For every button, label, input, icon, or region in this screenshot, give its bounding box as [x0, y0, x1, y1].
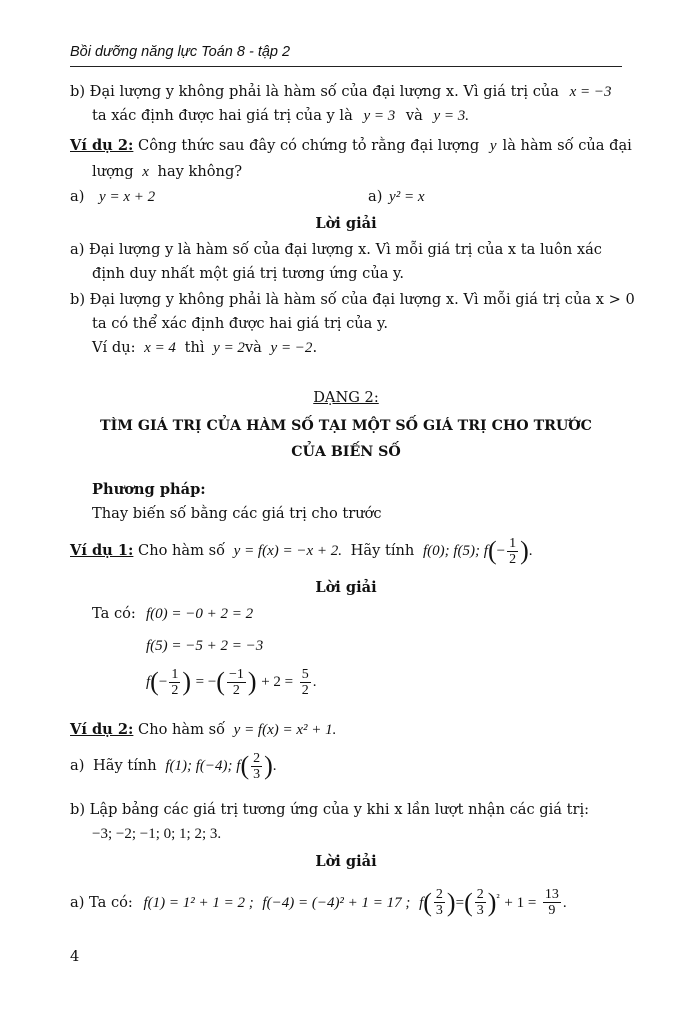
- solution-heading: Lời giải: [315, 853, 377, 870]
- method-label: Phương pháp:: [92, 481, 206, 498]
- fraction: [300, 667, 311, 698]
- text: hay không?: [157, 163, 243, 180]
- example-label: Ví dụ 1:: [70, 542, 134, 559]
- text: lượng: [92, 163, 134, 180]
- example-2-question-cont: [92, 162, 242, 182]
- var-x: x: [142, 164, 149, 180]
- text: Hãy tính: [93, 757, 157, 774]
- header-rule: [70, 66, 622, 67]
- example-text: Công thức sau đây có chứng tỏ rằng đại lượng: [133, 137, 480, 154]
- example-label: Ví dụ 2:: [70, 137, 134, 154]
- math: y = f(x) = x² + 1.: [233, 722, 337, 738]
- sol-b-line2: ta có thể xác định được hai giá trị của y.: [92, 315, 388, 332]
- running-header: Bồi dưỡng năng lực Toán 8 - tập 2: [70, 44, 291, 60]
- solution-heading: Lời giải: [315, 215, 377, 232]
- text: thì: [184, 339, 205, 356]
- fraction: [169, 667, 180, 698]
- option-expr: y² = x: [389, 189, 425, 205]
- math: y = −2: [270, 340, 313, 356]
- sol-a-line2: định duy nhất một giá trị tương ứng của y.: [92, 265, 405, 282]
- text: Cho hàm số: [133, 542, 226, 559]
- sol-b-line1: b) Đại lượng y không phải là hàm số của đại lượng x. Vì mỗi giá trị của x > 0: [70, 291, 635, 308]
- result-1: f(0) = −0 + 2 = 2: [146, 606, 254, 622]
- exponent: ²: [496, 892, 500, 904]
- option-b: [368, 187, 424, 207]
- math: f(−4) = (−4)² + 1 = 17 ;: [262, 894, 411, 911]
- b2-math2: y = 3.: [433, 108, 469, 124]
- math: = −: [195, 674, 217, 690]
- sol-b-line3: [92, 338, 317, 358]
- numerator: 1: [171, 666, 179, 682]
- taco-label: Ta có:: [92, 605, 136, 622]
- fraction: [475, 887, 486, 918]
- paren-open: (: [487, 536, 497, 565]
- example-1-question: Ví dụ 1: Cho hàm số y = f(x) = −x + 2. Hãy tính f(0); f(5); f(− $\frac{1}{2}$ ).: [70, 535, 533, 567]
- numerator: 13: [544, 887, 559, 903]
- numerator: −1: [228, 666, 244, 682]
- fraction: [227, 667, 246, 698]
- page-number: 4: [70, 948, 80, 965]
- ex2-part-b-values: −3; −2; −1; 0; 1; 2; 3.: [92, 826, 222, 842]
- ex2-part-a: a) Hãy tính f(1); f(−4); f( $\frac{2}{3}$ ).: [70, 750, 277, 782]
- fraction: [507, 536, 518, 567]
- fraction: [543, 887, 561, 918]
- denominator: 3: [435, 903, 443, 919]
- denominator: 3: [253, 766, 261, 782]
- math: x = 4: [144, 340, 176, 356]
- math: + 1 =: [504, 894, 537, 911]
- denominator: 2: [509, 551, 517, 567]
- method-text: Thay biến số bằng các giá trị cho trước: [92, 505, 382, 522]
- result-3: f(− $\frac{1}{2}$ ) = −( $\frac{-1}{2}$ ) + 2 = $\frac{5}{2}$ .: [146, 666, 317, 698]
- b2-and: và: [405, 107, 423, 124]
- numerator: 1: [509, 535, 517, 551]
- numerator: 2: [435, 887, 443, 903]
- b1-text: b) Đại lượng y không phải là hàm số của đại lượng x. Vì giá trị của: [70, 83, 559, 100]
- text: Hãy tính: [350, 542, 415, 559]
- math: + 2 =: [261, 674, 294, 690]
- sol-a-line1: a) Đại lượng y là hàm số của đại lượng x. Vì mỗi giá trị của x ta luôn xác: [70, 241, 602, 258]
- solution-heading: Lời giải: [315, 579, 377, 596]
- math: f(1) = 1² + 1 = 2 ;: [143, 894, 254, 911]
- denominator: 3: [476, 903, 484, 919]
- math: f: [419, 894, 424, 911]
- denominator: 9: [548, 903, 556, 919]
- numerator: 2: [253, 750, 261, 766]
- math: .: [312, 674, 317, 690]
- var-y: y: [489, 138, 497, 154]
- example-tail: là hàm số của đại: [502, 137, 632, 154]
- b2-text: ta xác định được hai giá trị của y là: [92, 107, 353, 124]
- b2-math1: y = 3: [363, 108, 396, 124]
- option-a: [70, 187, 155, 207]
- paren-close: ): [520, 536, 529, 565]
- text: a) Ta có:: [70, 893, 133, 911]
- example-label: Ví dụ 2:: [70, 721, 134, 738]
- ex2-part-b: b) Lập bảng các giá trị tương ứng của y khi x lần lượt nhận các giá trị:: [70, 801, 590, 818]
- section-title: DẠNG 2:: [313, 389, 379, 406]
- option-expr: y = x + 2: [99, 189, 156, 205]
- denominator: 2: [171, 682, 179, 698]
- math: y = f(x) = −x + 2.: [233, 543, 343, 559]
- denominator: 2: [301, 682, 309, 698]
- example-2-question: [70, 136, 632, 156]
- text: và: [244, 339, 262, 356]
- line-b2: [92, 106, 469, 126]
- b1-math: x = −3: [569, 84, 612, 100]
- example-2b-question: [70, 720, 336, 740]
- denominator: 2: [232, 682, 240, 698]
- line-b1: [70, 82, 612, 102]
- numerator: 2: [476, 887, 484, 903]
- math: =: [455, 894, 465, 911]
- fraction: [251, 751, 262, 782]
- math: f(0); f(5); f: [422, 543, 488, 559]
- text: .: [312, 339, 318, 356]
- math: f(1); f(−4); f: [165, 758, 241, 774]
- math: f: [146, 674, 151, 690]
- option-label: a): [70, 188, 85, 205]
- section-heading-2: CỦA BIẾN SỐ: [291, 444, 401, 460]
- result-2: f(5) = −5 + 2 = −3: [146, 638, 264, 654]
- math: .: [562, 894, 567, 911]
- text: Cho hàm số: [133, 721, 226, 738]
- section-heading-1: TÌM GIÁ TRỊ CỦA HÀM SỐ TẠI MỘT SỐ GIÁ TRỊ CHO TRƯỚC: [100, 418, 592, 434]
- fraction: [434, 887, 445, 918]
- text: Ví dụ:: [92, 339, 136, 356]
- math: y = 2: [213, 340, 245, 356]
- label: a): [70, 757, 85, 774]
- ex2-solution-a: a) Ta có: f(1) = 1² + 1 = 2 ; f(−4) = (−4)² + 1 = 17 ; f( $\frac{2}{3}$ )=( $\frac{2}{3}$ )$^{^2}$ + 1 = $\frac{13}{9}$ .: [70, 887, 567, 919]
- option-label: a): [368, 188, 383, 205]
- numerator: 5: [301, 666, 309, 682]
